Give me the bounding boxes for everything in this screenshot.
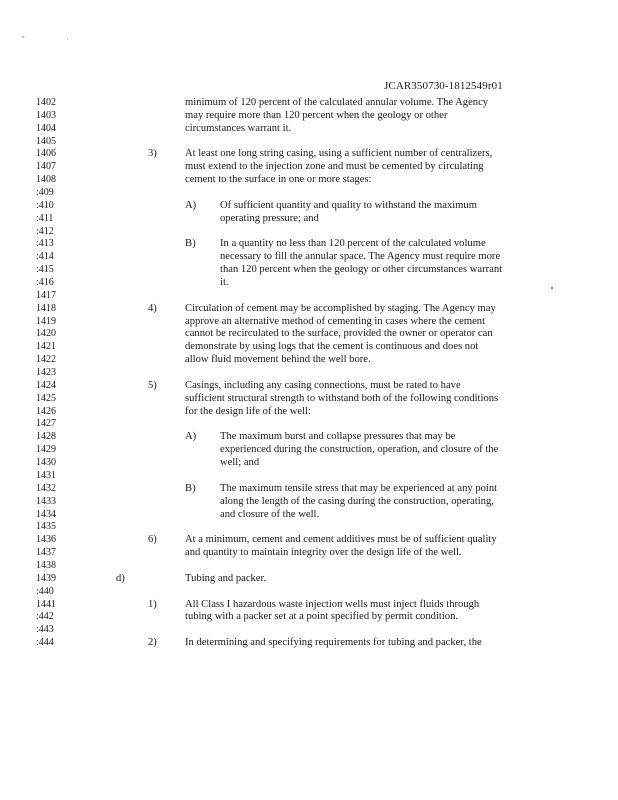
- text-line: [0, 213, 618, 226]
- text-line: [0, 573, 618, 586]
- line-number: :412: [36, 225, 54, 237]
- line-number: 1406: [36, 148, 56, 160]
- line-text: cannot be recirculated to the surface, provided the owner or operator can: [185, 328, 493, 340]
- line-text: Of sufficient quantity and quality to withstand the maximum: [220, 199, 477, 211]
- line-number: 1421: [36, 341, 56, 353]
- line-number: 1403: [36, 109, 56, 121]
- line-number: 1424: [36, 379, 56, 391]
- line-text: approve an alternative method of cementing in cases where the cement: [185, 315, 486, 327]
- text-line: [0, 264, 618, 277]
- text-line: [0, 393, 618, 406]
- line-text: along the length of the casing during the construction, operating,: [220, 495, 494, 507]
- line-number: 1438: [36, 559, 56, 571]
- line-text: well; and: [220, 457, 260, 469]
- line-text: necessary to fill the annular space. The Agency must require more: [220, 251, 501, 263]
- text-line: [0, 161, 618, 174]
- line-text: Circulation of cement may be accomplished by staging. The Agency may: [185, 302, 496, 314]
- line-number: 1432: [36, 482, 56, 494]
- text-line: [0, 406, 618, 419]
- line-text: and closure of the well.: [220, 508, 320, 520]
- text-line: [0, 97, 618, 110]
- text-line: [0, 123, 618, 136]
- text-line: [0, 470, 618, 483]
- text-line: [0, 586, 618, 599]
- line-number: :415: [36, 264, 54, 276]
- enumeration-label: 5): [148, 379, 157, 391]
- line-number: 1404: [36, 122, 56, 134]
- line-number: 1407: [36, 161, 56, 173]
- text-line: [0, 316, 618, 329]
- text-line: [0, 637, 618, 650]
- line-text: must extend to the injection zone and must be cemented by circulating: [185, 161, 484, 173]
- enumeration-label: 2): [148, 637, 157, 649]
- text-line: [0, 483, 618, 496]
- enumeration-label: 3): [148, 148, 157, 160]
- text-line: [0, 251, 618, 264]
- line-text: experienced during the construction, operation, and closure of the: [220, 444, 499, 456]
- text-line: [0, 354, 618, 367]
- text-line: [0, 110, 618, 123]
- line-number: :440: [36, 585, 54, 597]
- text-line: [0, 534, 618, 547]
- line-text: The maximum tensile stress that may be experienced at any point: [220, 482, 498, 494]
- text-line: [0, 509, 618, 522]
- document-id: JCAR350730-1812549r01: [384, 80, 503, 92]
- line-number: 1435: [36, 521, 56, 533]
- line-text: Tubing and packer.: [185, 572, 267, 584]
- line-number: 1417: [36, 289, 56, 301]
- line-text: In determining and specifying requirements for tubing and packer, the: [185, 637, 482, 649]
- line-text: allow fluid movement behind the well bore.: [185, 354, 371, 366]
- enumeration-label: d): [116, 572, 125, 584]
- line-number: 1408: [36, 174, 56, 186]
- text-line: [0, 367, 618, 380]
- enumeration-label: 1): [148, 598, 157, 610]
- text-line: [0, 277, 618, 290]
- scan-speck: [551, 287, 553, 289]
- line-number: 1428: [36, 431, 56, 443]
- text-line: [0, 444, 618, 457]
- line-number: :414: [36, 251, 54, 263]
- text-line: [0, 418, 618, 431]
- text-line: [0, 174, 618, 187]
- line-number: 1427: [36, 418, 56, 430]
- enumeration-label: 4): [148, 302, 157, 314]
- line-text: The maximum burst and collapse pressures that may be: [220, 431, 456, 443]
- text-line: [0, 200, 618, 213]
- line-number: 1431: [36, 469, 56, 481]
- line-text: All Class I hazardous waste injection wells must inject fluids through: [185, 598, 480, 610]
- text-line: [0, 599, 618, 612]
- line-text: than 120 percent when the geology or other circumstances warrant: [220, 264, 503, 276]
- line-number: 1405: [36, 135, 56, 147]
- text-line: [0, 431, 618, 444]
- line-number: :413: [36, 238, 54, 250]
- enumeration-label: B): [185, 482, 196, 494]
- line-text: for the design life of the well:: [185, 405, 311, 417]
- document-body: [0, 97, 618, 650]
- line-number: :416: [36, 277, 54, 289]
- line-text: demonstrate by using logs that the cement is continuous and does not: [185, 341, 479, 353]
- line-text: sufficient structural strength to withstand both of the following conditions: [185, 392, 499, 404]
- text-line: [0, 624, 618, 637]
- line-number: 1426: [36, 405, 56, 417]
- text-line: [0, 611, 618, 624]
- line-number: :410: [36, 199, 54, 211]
- line-number: 1429: [36, 444, 56, 456]
- line-text: it.: [220, 277, 229, 289]
- line-text: cement to the surface in one or more stages:: [185, 174, 372, 186]
- line-text: circumstances warrant it.: [185, 122, 292, 134]
- line-text: tubing with a packer set at a point specified by permit condition.: [185, 611, 459, 623]
- line-text: At least one long string casing, using a sufficient number of centralizers,: [185, 148, 493, 160]
- line-number: 1420: [36, 328, 56, 340]
- line-number: 1402: [36, 97, 56, 108]
- enumeration-label: 6): [148, 534, 157, 546]
- line-number: :442: [36, 611, 54, 623]
- text-line: [0, 560, 618, 573]
- line-number: 1430: [36, 457, 56, 469]
- line-number: :411: [36, 212, 54, 224]
- line-number: :443: [36, 624, 54, 636]
- line-number: 1437: [36, 547, 56, 559]
- line-number: 1439: [36, 572, 56, 584]
- line-text: minimum of 120 percent of the calculated annular volume. The Agency: [185, 97, 489, 108]
- line-number: :409: [36, 187, 54, 199]
- text-line: [0, 226, 618, 239]
- line-number: :444: [36, 637, 54, 649]
- text-line: [0, 547, 618, 560]
- line-number: 1436: [36, 534, 56, 546]
- enumeration-label: A): [185, 199, 197, 211]
- line-number: 1433: [36, 495, 56, 507]
- text-line: [0, 521, 618, 534]
- text-line: [0, 148, 618, 161]
- text-line: [0, 238, 618, 251]
- enumeration-label: B): [185, 238, 196, 250]
- line-text: operating pressure; and: [220, 212, 319, 224]
- text-line: [0, 328, 618, 341]
- text-line: [0, 341, 618, 354]
- line-number: 1423: [36, 367, 56, 379]
- text-line: [0, 457, 618, 470]
- line-number: 1422: [36, 354, 56, 366]
- text-line: [0, 303, 618, 316]
- text-line: [0, 187, 618, 200]
- line-text: and quantity to maintain integrity over the design life of the well.: [185, 547, 462, 559]
- line-number: 1441: [36, 598, 56, 610]
- text-line: [0, 380, 618, 393]
- line-number: 1434: [36, 508, 56, 520]
- line-number: 1419: [36, 315, 56, 327]
- line-number: 1418: [36, 302, 56, 314]
- line-text: At a minimum, cement and cement additives must be of sufficient quality: [185, 534, 497, 546]
- line-number: 1425: [36, 392, 56, 404]
- text-line: [0, 496, 618, 509]
- text-line: [0, 290, 618, 303]
- text-line: [0, 136, 618, 149]
- scan-marks: " ·: [22, 36, 89, 43]
- line-text: may require more than 120 percent when the geology or other: [185, 109, 448, 121]
- enumeration-label: A): [185, 431, 197, 443]
- line-text: In a quantity no less than 120 percent of the calculated volume: [220, 238, 486, 250]
- line-text: Casings, including any casing connections, must be rated to have: [185, 379, 461, 391]
